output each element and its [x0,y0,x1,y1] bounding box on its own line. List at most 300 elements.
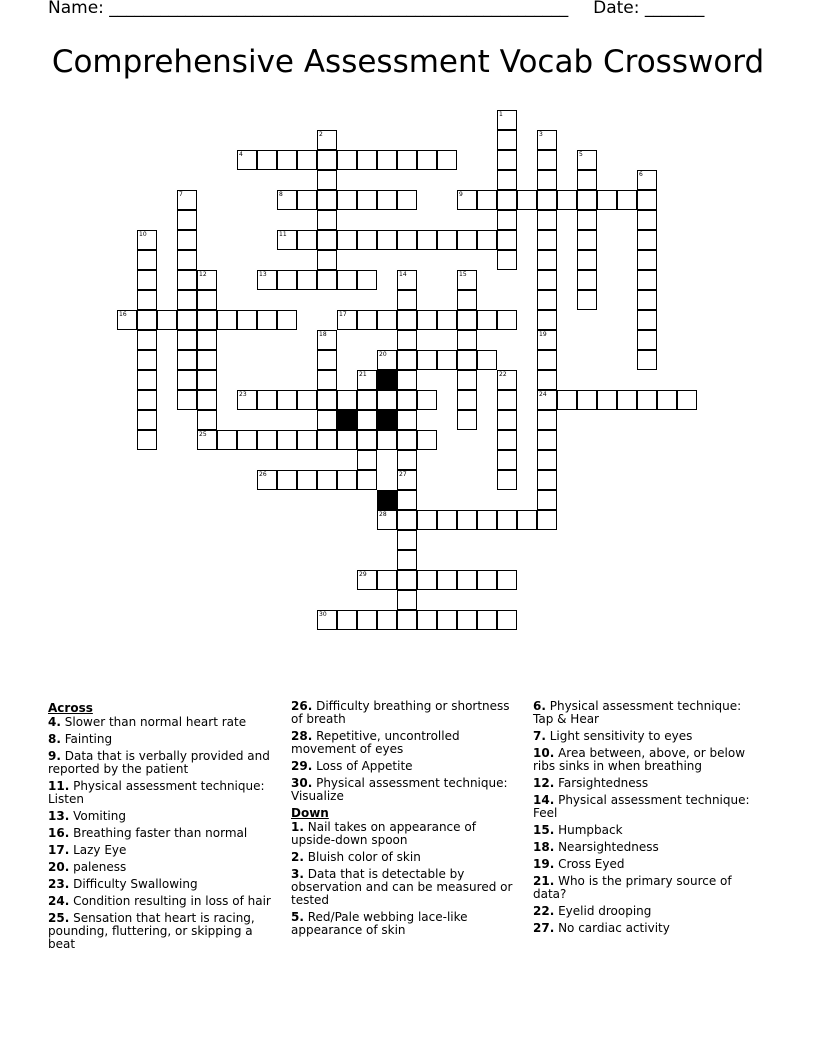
grid-cell[interactable] [477,350,497,370]
grid-cell[interactable] [257,310,277,330]
cell-number: 23 [239,391,247,398]
grid-cell[interactable] [417,430,437,450]
grid-cell[interactable] [397,150,417,170]
grid-cell[interactable] [137,270,157,290]
grid-cell[interactable] [317,390,337,410]
grid-cell[interactable] [297,190,317,210]
grid-cell[interactable] [417,570,437,590]
clue-number: 19. [533,857,555,871]
grid-cell[interactable] [197,390,217,410]
grid-cell[interactable] [357,150,377,170]
grid-cell[interactable] [417,230,437,250]
grid-cell[interactable] [237,430,257,450]
cell-number: 3 [539,131,543,138]
grid-cell[interactable] [317,470,337,490]
grid-cell[interactable] [397,410,417,430]
grid-cell[interactable] [317,130,337,150]
grid-cell[interactable] [357,610,377,630]
grid-cell[interactable] [397,610,417,630]
grid-cell[interactable] [177,390,197,410]
grid-cell[interactable] [157,310,177,330]
grid-cell[interactable] [457,370,477,390]
grid-cell[interactable] [497,430,517,450]
grid-cell[interactable] [257,150,277,170]
clue-number: 11. [48,779,70,793]
grid-cell[interactable] [337,470,357,490]
grid-cell[interactable] [177,270,197,290]
grid-cell[interactable] [497,370,517,390]
grid-cell[interactable] [317,150,337,170]
clue-text: Area between, above, or below ribs sinks in when breathing [533,746,746,773]
grid-cell[interactable] [277,150,297,170]
grid-cell[interactable] [437,350,457,370]
grid-cell[interactable] [497,410,517,430]
grid-cell[interactable] [277,310,297,330]
cell-number: 17 [339,311,347,318]
grid-cell[interactable] [357,430,377,450]
grid-cell[interactable] [137,290,157,310]
grid-cell[interactable] [177,250,197,270]
clue-text: paleness [69,860,127,874]
clue-number: 14. [533,793,555,807]
grid-cell[interactable] [477,190,497,210]
grid-cell[interactable] [177,290,197,310]
name-label: Name: [48,0,104,18]
grid-cell[interactable] [497,250,517,270]
grid-cell[interactable] [397,350,417,370]
grid-cell[interactable] [277,190,297,210]
grid-cell[interactable] [477,230,497,250]
grid-cell[interactable] [397,190,417,210]
grid-cell[interactable] [177,310,197,330]
cell-number: 13 [259,271,267,278]
grid-cell[interactable] [377,510,397,530]
cell-number: 11 [279,231,287,238]
grid-cell[interactable] [637,290,657,310]
grid-cell[interactable] [177,210,197,230]
cell-number: 2 [319,131,323,138]
cell-number: 15 [459,271,467,278]
grid-cell[interactable] [397,490,417,510]
grid-cell[interactable] [497,470,517,490]
clue-text: Breathing faster than normal [69,826,248,840]
grid-cell[interactable] [377,190,397,210]
grid-cell[interactable] [337,310,357,330]
grid-cell[interactable] [177,190,197,210]
clue-across [48,780,280,806]
grid-cell[interactable] [317,270,337,290]
grid-cell[interactable] [457,510,477,530]
clue-number: 4. [48,715,61,729]
grid-cell[interactable] [537,130,557,150]
grid-cell[interactable] [537,470,557,490]
clue-down [533,794,765,820]
grid-cell[interactable] [317,610,337,630]
grid-cell[interactable] [397,570,417,590]
grid-cell[interactable] [377,570,397,590]
grid-cell[interactable] [337,190,357,210]
clue-number: 16. [48,826,70,840]
grid-cell[interactable] [237,150,257,170]
grid-cell[interactable] [437,570,457,590]
grid-cell[interactable] [497,390,517,410]
grid-cell[interactable] [457,610,477,630]
grid-cell[interactable] [637,210,657,230]
grid-cell[interactable] [497,230,517,250]
grid-cell[interactable] [377,310,397,330]
grid-cell[interactable] [297,390,317,410]
grid-cell[interactable] [537,150,557,170]
grid-cell[interactable] [437,310,457,330]
grid-cell[interactable] [537,250,557,270]
grid-cell[interactable] [197,270,217,290]
grid-cell[interactable] [477,610,497,630]
cell-number: 28 [379,511,387,518]
grid-cell[interactable] [557,190,577,210]
clue-section-heading: Across [48,701,93,715]
grid-cell[interactable] [597,190,617,210]
grid-cell[interactable] [357,390,377,410]
grid-cell[interactable] [457,390,477,410]
clue-across [48,861,280,874]
grid-cell[interactable] [297,430,317,450]
grid-cell[interactable] [637,330,657,350]
clue-down [533,841,765,854]
clue-down [533,905,765,918]
grid-cell[interactable] [357,450,377,470]
cell-number: 20 [379,351,387,358]
grid-cell[interactable] [577,150,597,170]
grid-cell[interactable] [197,430,217,450]
clue-number: 23. [48,877,70,891]
grid-cell[interactable] [497,130,517,150]
cell-number: 10 [139,231,147,238]
grid-cell[interactable] [177,370,197,390]
grid-cell[interactable] [617,390,637,410]
grid-cell[interactable] [197,310,217,330]
grid-cell[interactable] [417,510,437,530]
grid-cell[interactable] [317,190,337,210]
grid-cell[interactable] [377,390,397,410]
grid-cell[interactable] [277,390,297,410]
grid-cell[interactable] [577,250,597,270]
clue-down [533,824,765,837]
grid-cell[interactable] [517,510,537,530]
grid-cell[interactable] [437,610,457,630]
grid-cell[interactable] [337,430,357,450]
cell-number: 29 [359,571,367,578]
grid-cell[interactable] [537,350,557,370]
grid-cell[interactable] [357,370,377,390]
clue-number: 17. [48,843,70,857]
clue-text: Loss of Appetite [312,759,413,773]
grid-cell[interactable] [577,210,597,230]
grid-cell[interactable] [537,370,557,390]
grid-cell[interactable] [217,430,237,450]
grid-cell[interactable] [317,210,337,230]
grid-cell[interactable] [497,450,517,470]
grid-cell[interactable] [357,190,377,210]
grid-cell[interactable] [117,310,137,330]
grid-cell[interactable] [257,470,277,490]
grid-cell[interactable] [637,170,657,190]
clue-text: Physical assessment technique: Tap & Hear [533,699,742,726]
clue-number: 20. [48,860,70,874]
grid-cell[interactable] [517,190,537,210]
clue-column-3 [533,700,765,939]
grid-cell[interactable] [617,190,637,210]
grid-cell[interactable] [137,330,157,350]
grid-cell[interactable] [317,430,337,450]
grid-cell[interactable] [477,510,497,530]
grid-cell[interactable] [497,510,517,530]
grid-cell[interactable] [277,470,297,490]
grid-cell[interactable] [317,330,337,350]
grid-cell[interactable] [197,410,217,430]
cell-number: 14 [399,271,407,278]
grid-cell[interactable] [337,230,357,250]
grid-cell[interactable] [297,150,317,170]
grid-cell[interactable] [337,150,357,170]
grid-cell[interactable] [377,610,397,630]
grid-cell[interactable] [457,190,477,210]
grid-cell[interactable] [497,150,517,170]
grid-cell[interactable] [577,290,597,310]
grid-cell[interactable] [277,230,297,250]
grid-cell[interactable] [637,270,657,290]
clue-text: Physical assessment technique: Feel [533,793,750,820]
clue-number: 2. [291,850,304,864]
grid-cell[interactable] [437,150,457,170]
grid-cell[interactable] [497,570,517,590]
grid-cell[interactable] [177,350,197,370]
grid-cell[interactable] [177,230,197,250]
grid-cell[interactable] [377,150,397,170]
grid-cell[interactable] [537,310,557,330]
grid-cell[interactable] [397,230,417,250]
grid-cell[interactable] [197,290,217,310]
grid-cell[interactable] [457,410,477,430]
grid-cell[interactable] [477,570,497,590]
grid-cell[interactable] [677,390,697,410]
clue-text: Cross Eyed [554,857,625,871]
grid-cell[interactable] [277,430,297,450]
grid-cell[interactable] [637,190,657,210]
grid-cell[interactable] [357,470,377,490]
clue-text: Physical assessment technique: Listen [48,779,265,806]
clue-across [291,700,523,726]
grid-cell[interactable] [137,250,157,270]
grid-cell[interactable] [137,410,157,430]
grid-cell[interactable] [397,370,417,390]
clue-number: 21. [533,874,555,888]
grid-cell[interactable] [537,270,557,290]
grid-cell[interactable] [577,390,597,410]
grid-cell[interactable] [257,270,277,290]
grid-cell[interactable] [497,190,517,210]
black-square [377,410,397,430]
grid-cell[interactable] [457,350,477,370]
grid-cell[interactable] [217,310,237,330]
grid-cell[interactable] [537,410,557,430]
grid-cell[interactable] [437,510,457,530]
grid-cell[interactable] [357,310,377,330]
grid-cell[interactable] [137,230,157,250]
grid-cell[interactable] [317,170,337,190]
grid-cell[interactable] [377,350,397,370]
clue-text: Light sensitivity to eyes [545,729,693,743]
grid-cell[interactable] [397,470,417,490]
grid-cell[interactable] [537,330,557,350]
grid-cell[interactable] [257,430,277,450]
clue-text: Eyelid drooping [554,904,652,918]
grid-cell[interactable] [337,610,357,630]
cell-number: 30 [319,611,327,618]
grid-cell[interactable] [397,530,417,550]
grid-cell[interactable] [637,230,657,250]
grid-cell[interactable] [317,350,337,370]
grid-cell[interactable] [537,430,557,450]
grid-cell[interactable] [357,230,377,250]
grid-cell[interactable] [137,310,157,330]
grid-cell[interactable] [257,390,277,410]
grid-cell[interactable] [577,230,597,250]
grid-cell[interactable] [497,210,517,230]
grid-cell[interactable] [637,250,657,270]
black-square [337,410,357,430]
cell-number: 18 [319,331,327,338]
clue-number: 18. [533,840,555,854]
clue-across [48,878,280,891]
grid-cell[interactable] [457,330,477,350]
grid-cell[interactable] [457,570,477,590]
grid-cell[interactable] [637,310,657,330]
grid-cell[interactable] [417,310,437,330]
grid-cell[interactable] [397,310,417,330]
date-label: Date: [593,0,640,18]
grid-cell[interactable] [237,310,257,330]
grid-cell[interactable] [337,270,357,290]
grid-cell[interactable] [317,250,337,270]
grid-cell[interactable] [417,150,437,170]
cell-number: 21 [359,371,367,378]
grid-cell[interactable] [457,310,477,330]
date-blank[interactable]: _______ [644,0,705,18]
grid-cell[interactable] [397,430,417,450]
grid-cell[interactable] [537,230,557,250]
clue-number: 26. [291,699,313,713]
grid-cell[interactable] [317,230,337,250]
clue-number: 6. [533,699,546,713]
grid-cell[interactable] [537,450,557,470]
grid-cell[interactable] [337,390,357,410]
grid-cell[interactable] [457,290,477,310]
grid-cell[interactable] [357,270,377,290]
grid-cell[interactable] [197,330,217,350]
clue-across [48,895,280,908]
grid-cell[interactable] [657,390,677,410]
grid-cell[interactable] [497,170,517,190]
grid-cell[interactable] [577,170,597,190]
clue-down [533,747,765,773]
grid-cell[interactable] [477,310,497,330]
grid-cell[interactable] [397,330,417,350]
black-square [377,490,397,510]
grid-cell[interactable] [197,370,217,390]
grid-cell[interactable] [397,450,417,470]
grid-cell[interactable] [397,270,417,290]
grid-cell[interactable] [177,330,197,350]
grid-cell[interactable] [537,170,557,190]
clue-across [48,810,280,823]
grid-cell[interactable] [317,410,337,430]
grid-cell[interactable] [537,510,557,530]
grid-cell[interactable] [297,270,317,290]
grid-cell[interactable] [537,490,557,510]
grid-cell[interactable] [577,270,597,290]
grid-cell[interactable] [457,270,477,290]
grid-cell[interactable] [397,390,417,410]
name-blank[interactable]: ______________________________________________________ [109,0,569,18]
clue-down [291,911,523,937]
clue-number: 12. [533,776,555,790]
grid-cell[interactable] [137,390,157,410]
grid-cell[interactable] [357,570,377,590]
grid-cell[interactable] [437,230,457,250]
grid-cell[interactable] [417,390,437,410]
grid-cell[interactable] [497,110,517,130]
grid-cell[interactable] [577,190,597,210]
grid-cell[interactable] [537,210,557,230]
grid-cell[interactable] [297,230,317,250]
grid-cell[interactable] [497,310,517,330]
grid-cell[interactable] [417,610,437,630]
grid-cell[interactable] [597,390,617,410]
clue-number: 15. [533,823,555,837]
grid-cell[interactable] [317,370,337,390]
grid-cell[interactable] [357,410,377,430]
grid-cell[interactable] [457,230,477,250]
clue-text: No cardiac activity [554,921,670,935]
grid-cell[interactable] [537,390,557,410]
grid-cell[interactable] [397,590,417,610]
clue-number: 5. [291,910,304,924]
grid-cell[interactable] [297,470,317,490]
grid-cell[interactable] [377,230,397,250]
grid-cell[interactable] [377,430,397,450]
grid-cell[interactable] [137,350,157,370]
grid-cell[interactable] [237,390,257,410]
grid-cell[interactable] [537,190,557,210]
grid-cell[interactable] [397,290,417,310]
grid-cell[interactable] [397,550,417,570]
grid-cell[interactable] [557,390,577,410]
grid-cell[interactable] [277,270,297,290]
grid-cell[interactable] [537,290,557,310]
grid-cell[interactable] [137,430,157,450]
clue-text: Lazy Eye [69,843,127,857]
grid-cell[interactable] [397,510,417,530]
cell-number: 27 [399,471,407,478]
grid-cell[interactable] [637,390,657,410]
cell-number: 7 [179,191,183,198]
grid-cell[interactable] [197,350,217,370]
grid-cell[interactable] [137,370,157,390]
cell-number: 24 [539,391,547,398]
grid-cell[interactable] [637,350,657,370]
grid-cell[interactable] [417,350,437,370]
grid-cell[interactable] [497,610,517,630]
